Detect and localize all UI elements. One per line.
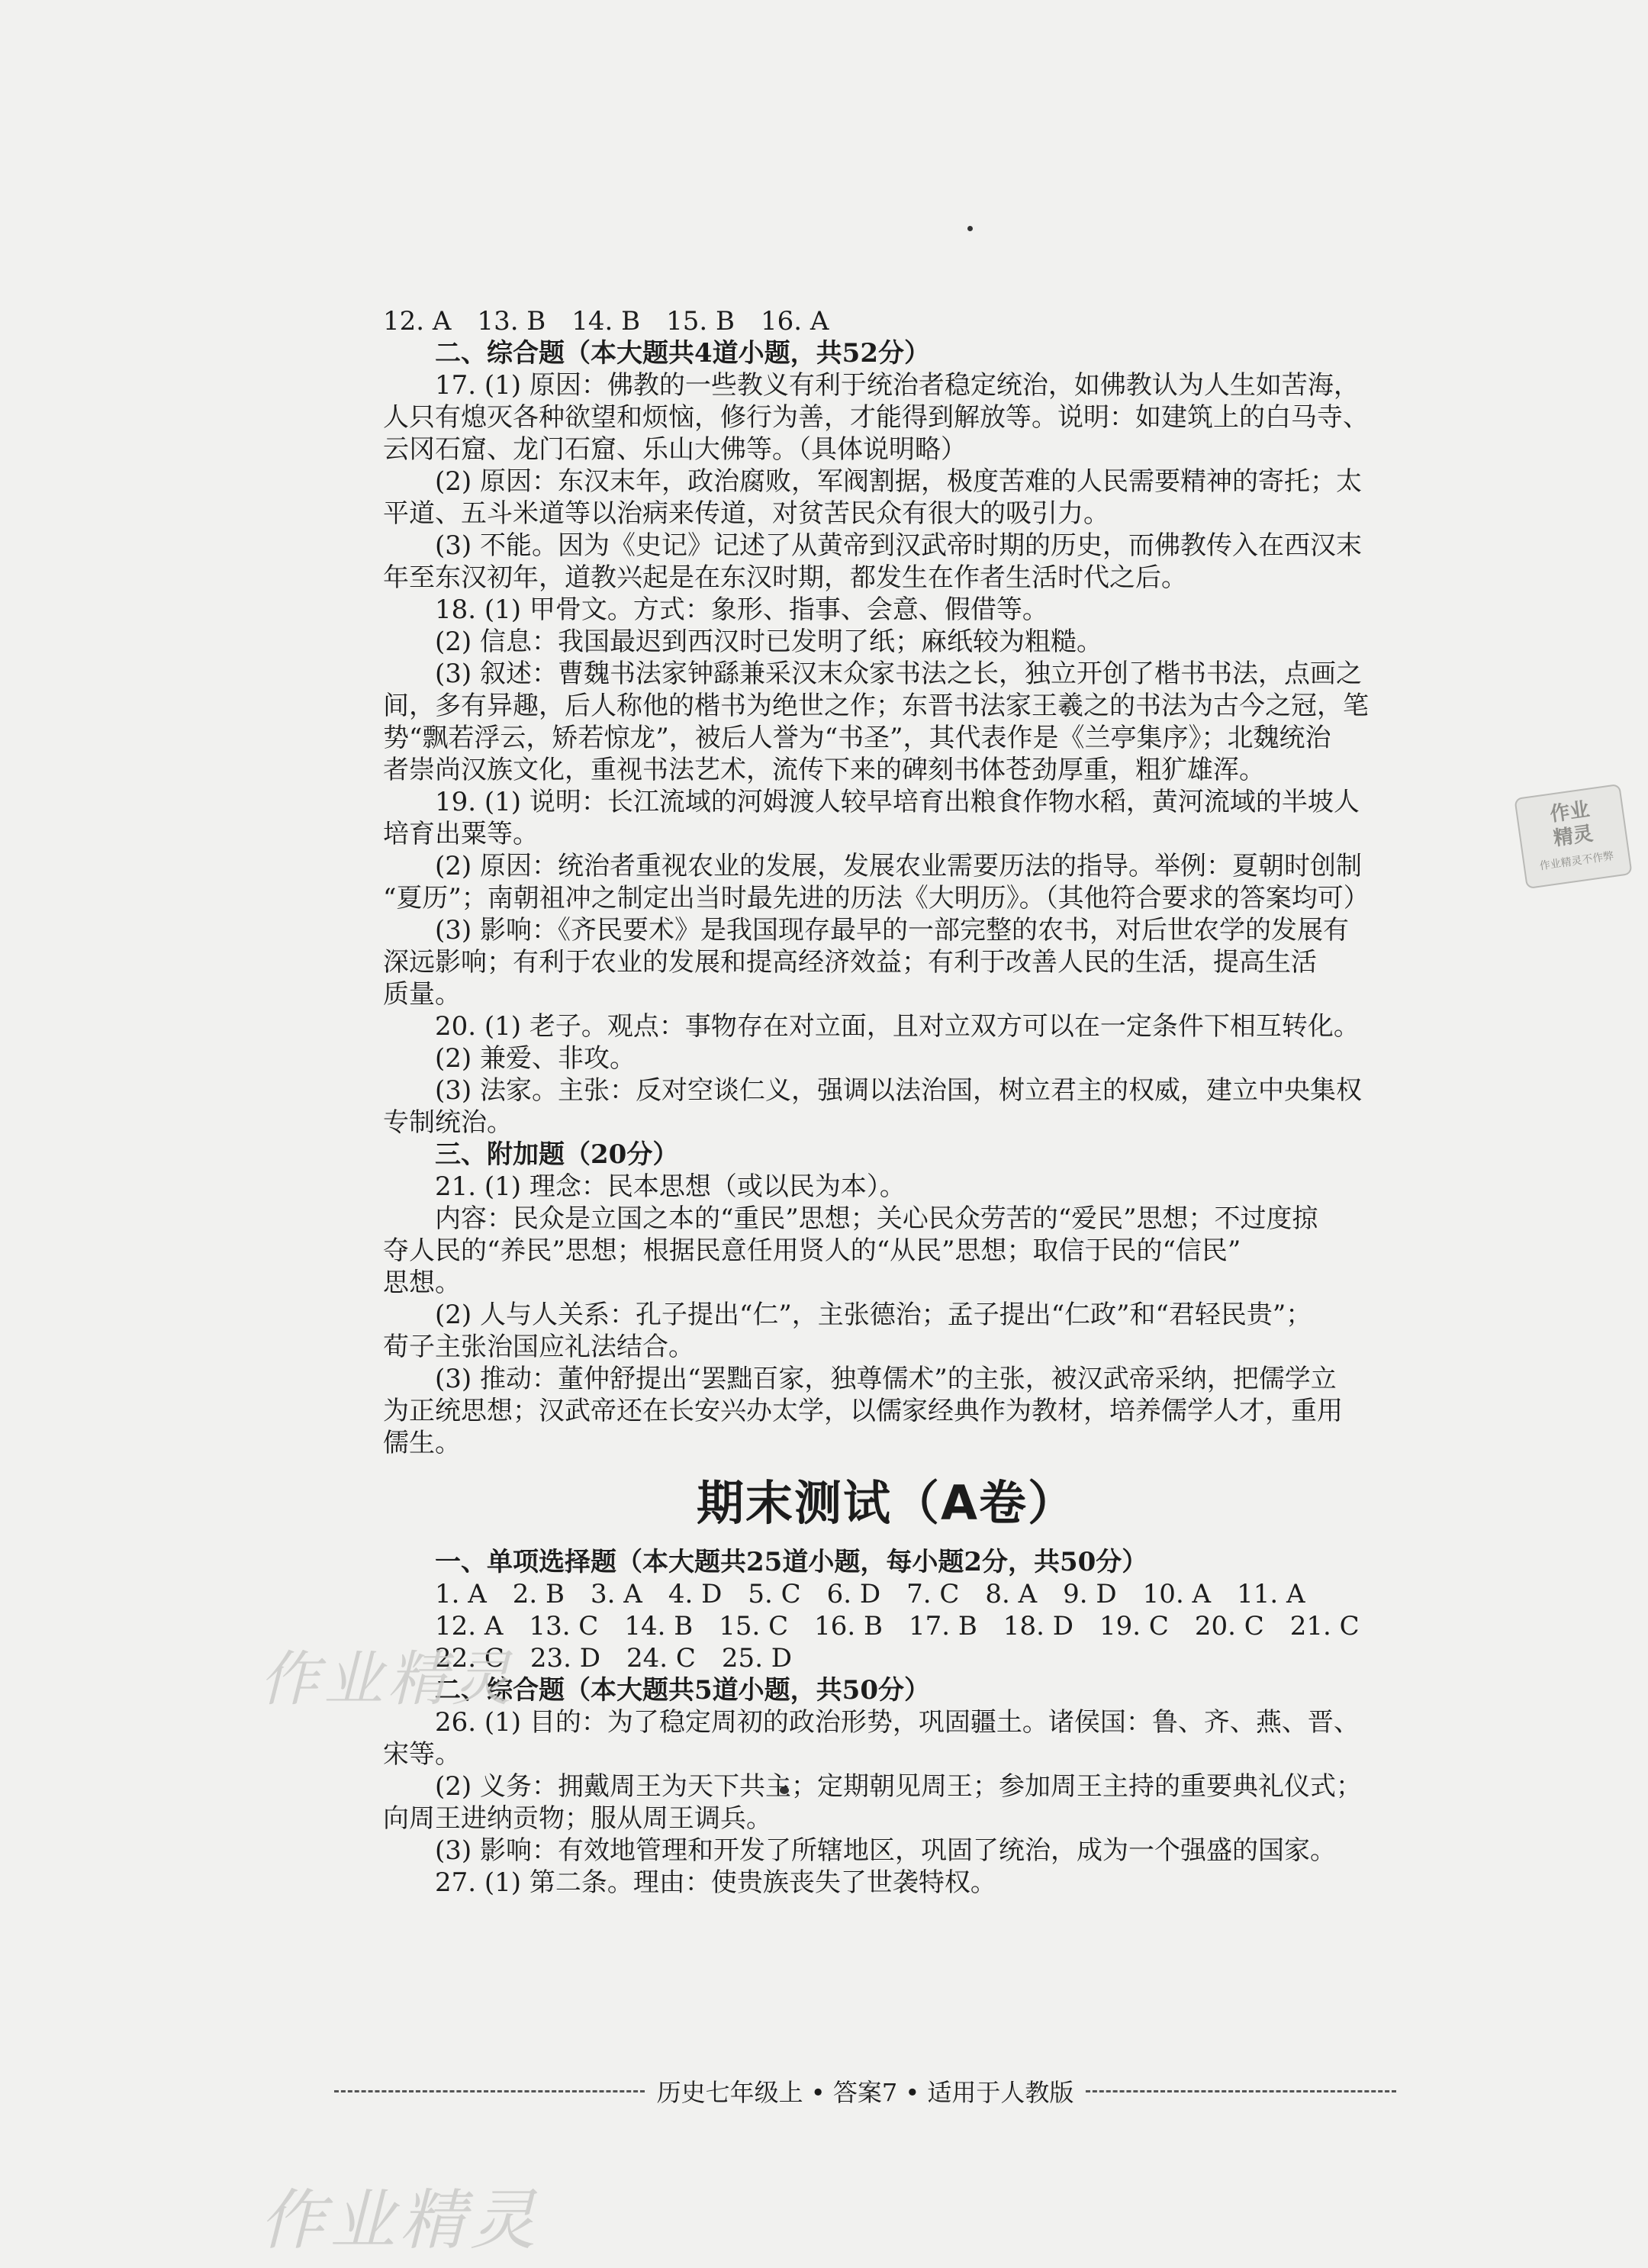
stamp-line-3: 作业精灵不作弊 (1538, 849, 1615, 873)
answer-line: 人只有熄灭各种欲望和烦恼，修行为善，才能得到解放等。说明：如建筑上的白马寺、 (383, 402, 1369, 433)
answer-line: 深远影响；有利于农业的发展和提高经济效益；有利于改善人民的生活，提高生活 (383, 947, 1317, 978)
answer-content (383, 305, 1390, 1899)
answer-line: (2) 原因：统治者重视农业的发展，发展农业需要历法的指导。举例：夏朝时创制 (435, 851, 1362, 881)
footer-divider-left (334, 2090, 645, 2092)
answer-line: 20. (1) 老子。观点：事物存在对立面，且对立双方可以在一定条件下相互转化。 (435, 1011, 1360, 1042)
answer-line: 专制统治。 (383, 1107, 513, 1138)
scan-speck (967, 226, 973, 231)
answer-line: (3) 影响：《齐民要术》是我国现存最早的一部完整的农书，对后世农学的发展有 (435, 915, 1349, 946)
answer-line: “夏历”；南朝祖冲之制定出当时最先进的历法《大明历》。（其他符合要求的答案均可） (383, 883, 1370, 913)
answer-line: (3) 影响：有效地管理和开发了所辖地区，巩固了统治，成为一个强盛的国家。 (435, 1835, 1336, 1866)
answer-line: 为正统思想；汉武帝还在长安兴办太学，以儒家经典作为教材，培养儒学人才，重用 (383, 1396, 1343, 1426)
footer-text: 历史七年级上 • 答案7 • 适用于人教版 (656, 2078, 1074, 2107)
answer-line: 思想。 (383, 1268, 461, 1298)
answer-line: (2) 人与人关系：孔子提出“仁”，主张德治；孟子提出“仁政”和“君轻民贵”； (435, 1300, 1312, 1330)
answer-line: 18. (1) 甲骨文。方式：象形、指事、会意、假借等。 (435, 594, 1048, 625)
answer-line: 势“飘若浮云，矫若惊龙”，被后人誉为“书圣”，其代表作是《兰亭集序》；北魏统治 (383, 723, 1331, 753)
answer-line: 内容：民众是立国之本的“重民”思想；关心民众劳苦的“爱民”思想；不过度掠 (435, 1203, 1318, 1234)
watermark-bottom: 作业精灵 (259, 2183, 540, 2259)
answer-line: 夺人民的“养民”思想；根据民意任用贤人的“从民”思想；取信于民的“信民” (383, 1235, 1241, 1266)
answer-line: 质量。 (383, 979, 461, 1010)
section-heading: 一、单项选择题（本大题共25道小题，每小题2分，共50分） (435, 1547, 1148, 1577)
answer-line: (2) 兼爱、非攻。 (435, 1043, 636, 1074)
section-heading: 三、附加题（20分） (435, 1139, 679, 1170)
answers-block-top (383, 305, 1390, 1459)
answer-line: 培育出粟等。 (383, 819, 539, 849)
answer-line: 12. A 13. C 14. B 15. C 16. B 17. B 18. D 19. C 20. C 21. C (435, 1611, 1360, 1641)
answer-line: 22. C 23. D 24. C 25. D (435, 1643, 793, 1674)
answer-line: (3) 不能。因为《史记》记述了从黄帝到汉武帝时期的历史，而佛教传入在西汉末 (435, 530, 1362, 561)
answer-line: (2) 信息：我国最迟到西汉时已发明了纸；麻纸较为粗糙。 (435, 627, 1102, 657)
answer-line: 者崇尚汉族文化，重视书法艺术，流传下来的碑刻书体苍劲厚重，粗犷雄浑。 (383, 755, 1265, 785)
section-heading: 二、综合题（本大题共4道小题，共52分） (435, 338, 930, 369)
answer-line: 宋等。 (383, 1739, 461, 1770)
answer-line: 12. A 13. B 14. B 15. B 16. A (383, 306, 829, 337)
section-heading: 二、综合题（本大题共5道小题，共50分） (435, 1675, 930, 1706)
answer-line: (3) 叙述：曹魏书法家钟繇兼采汉末众家书法之长，独立开创了楷书书法，点画之 (435, 659, 1362, 689)
answer-line: 儒生。 (383, 1428, 461, 1458)
answer-line: (3) 推动：董仲舒提出“罢黜百家，独尊儒术”的主张，被汉武帝采纳，把儒学立 (435, 1364, 1337, 1394)
page-footer (334, 2074, 1396, 2108)
footer-divider-right (1086, 2090, 1396, 2092)
stamp-line-2: 精灵 (1552, 822, 1595, 851)
logo-stamp (1514, 784, 1632, 889)
answer-line: 年至东汉初年，道教兴起是在东汉时期，都发生在作者生活时代之后。 (383, 562, 1187, 593)
answer-line: 19. (1) 说明：长江流域的河姆渡人较早培育出粮食作物水稻，黄河流域的半坡人 (435, 787, 1360, 817)
answer-line: 云冈石窟、龙门石窟、乐山大佛等。（具体说明略） (383, 434, 967, 465)
answer-line: 平道、五斗米道等以治病来传道，对贫苦民众有很大的吸引力。 (383, 498, 1109, 529)
answer-line: 27. (1) 第二条。理由：使贵族丧失了世袭特权。 (435, 1867, 996, 1898)
answer-line: 21. (1) 理念：民本思想（或以民为本）。 (435, 1171, 906, 1202)
answer-line: 1. A 2. B 3. A 4. D 5. C 6. D 7. C 8. A 9. D 10. A 11. A (435, 1579, 1305, 1609)
answer-line: 26. (1) 目的：为了稳定周初的政治形势，巩固疆土。诸侯国：鲁、齐、燕、晋、 (435, 1707, 1360, 1738)
answer-line: 向周王进纳贡物；服从周王调兵。 (383, 1803, 772, 1834)
stamp-line-1: 作业 (1548, 797, 1592, 826)
answer-line: (2) 义务：拥戴周王为天下共主；定期朝见周王；参加周王主持的重要典礼仪式； (435, 1771, 1362, 1802)
watermark: 作业精灵 (259, 1645, 517, 1714)
answers-block-bottom (383, 1546, 1390, 1899)
answer-line: 荀子主张治国应礼法结合。 (383, 1332, 694, 1362)
answer-line: (3) 法家。主张：反对空谈仁义，强调以法治国，树立君主的权威，建立中央集权 (435, 1075, 1362, 1106)
section-title: 期末测试（A卷） (697, 1475, 1077, 1531)
answer-line: 间，多有异趣，后人称他的楷书为绝世之作；东晋书法家王羲之的书法为古今之冠，笔 (383, 691, 1369, 721)
answer-line: 17. (1) 原因：佛教的一些教义有利于统治者稳定统治，如佛教认为人生如苦海， (435, 370, 1360, 401)
answer-line: (2) 原因：东汉末年，政治腐败，军阀割据，极度苦难的人民需要精神的寄托；太 (435, 466, 1362, 497)
